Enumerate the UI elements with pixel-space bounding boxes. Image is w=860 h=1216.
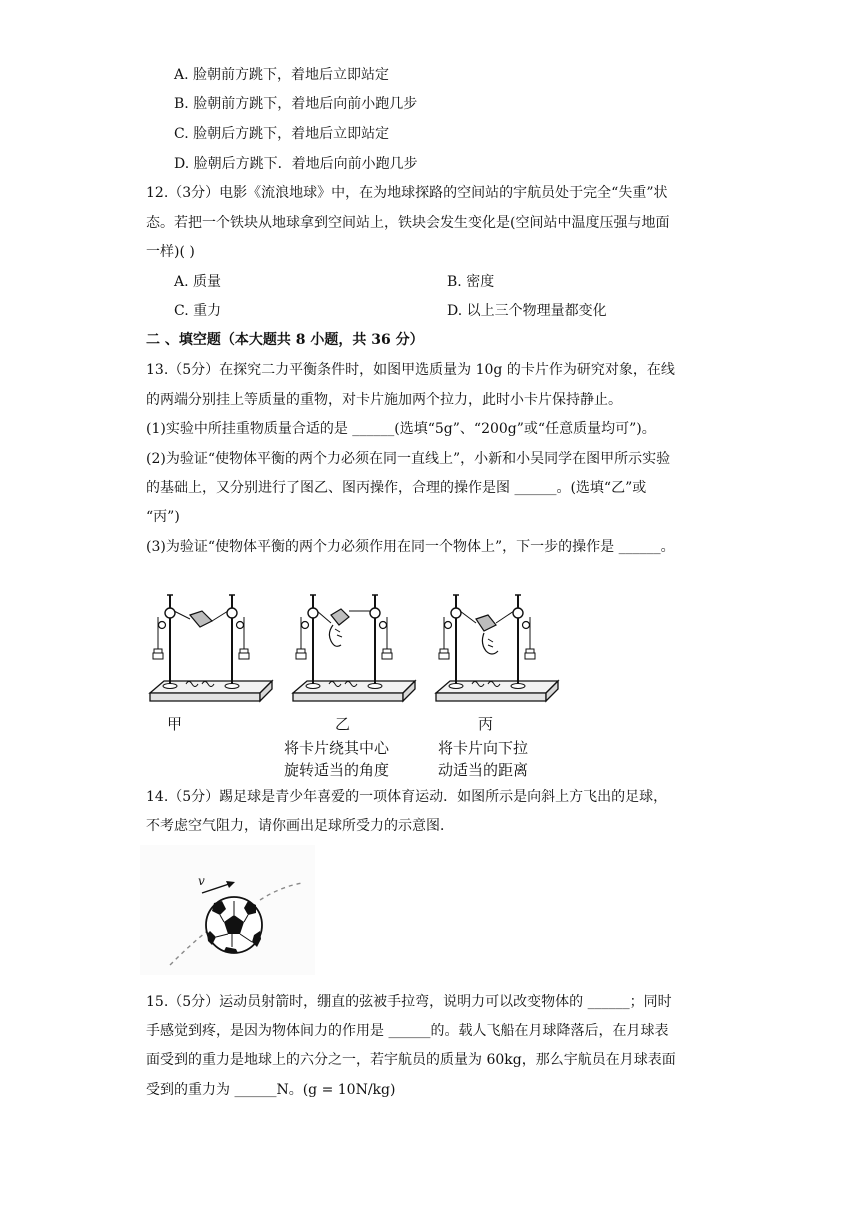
q12-option-a: A. 质量: [174, 274, 222, 290]
q14-line-1: 14.（5分）踢足球是青少年喜爱的一项体育运动．如图所示是向斜上方飞出的足球，: [146, 789, 668, 805]
q12-option-d: D. 以上三个物理量都变化: [447, 303, 607, 319]
figure-caption-yi-line-1: 将卡片绕其中心: [284, 739, 390, 757]
figure-yi-apparatus: [293, 595, 415, 701]
q13-line-7: (3)为验证“使物体平衡的两个力必须作用在同一个物体上”，下一步的操作是 ______。: [146, 539, 675, 555]
figure-label-yi: 乙: [335, 715, 351, 733]
q11-option-d: D. 脸朝后方跳下．着地后向前小跑几步: [174, 156, 418, 172]
q15-line-4: 受到的重力为 ______N。(g = 10N/kg): [146, 1082, 396, 1098]
q15-line-1: 15.（5分）运动员射箭时，绷直的弦被手拉弯，说明力可以改变物体的 ______；同时: [146, 994, 672, 1010]
figure-label-bing: 丙: [478, 715, 494, 733]
figure-bing-apparatus: [436, 595, 558, 701]
q11-option-b: B. 脸朝前方跳下，着地后向前小跑几步: [174, 96, 418, 112]
q13-line-6: “丙”): [146, 509, 180, 525]
figure-caption-bing-line-1: 将卡片向下拉: [438, 739, 529, 757]
q11-option-a: A. 脸朝前方跳下，着地后立即站定: [174, 67, 390, 83]
q15-line-3: 面受到的重力是地球上的六分之一，若宇航员的质量为 60kg，那么宇航员在月球表面: [146, 1052, 676, 1068]
q13-apparatus-figure: [140, 585, 560, 725]
q12-option-b: B. 密度: [447, 274, 495, 290]
q13-line-5: 的基础上，又分别进行了图乙、图丙操作，合理的操作是图 ______。(选填“乙”或: [146, 480, 647, 496]
q14-soccer-ball-figure: [140, 845, 315, 975]
section-heading-fill-in: 二 、填空题（本大题共 8 小题，共 36 分）: [146, 332, 424, 348]
figure-jia-apparatus: [150, 595, 272, 701]
q12-line-3: 一样)( ): [146, 244, 195, 260]
figure-caption-yi-line-2: 旋转适当的角度: [284, 761, 390, 779]
q15-line-2: 手感觉到疼，是因为物体间力的作用是 ______的。载人飞船在月球降落后，在月球表: [146, 1023, 669, 1039]
q12-line-2: 态。若把一个铁块从地球拿到空间站上，铁块会发生变化是(空间站中温度压强与地面: [146, 215, 670, 231]
q14-line-2: 不考虑空气阻力，请你画出足球所受力的示意图．: [146, 818, 454, 834]
figure-label-jia: 甲: [167, 715, 183, 733]
q13-line-3: (1)实验中所挂重物质量合适的是 ______(选填“5g”、“200g”或“任意质量均可”)。: [146, 421, 656, 437]
q12-line-1: 12.（3分）电影《流浪地球》中，在为地球探路的空间站的宇航员处于完全“失重”状: [146, 185, 668, 201]
q13-line-4: (2)为验证“使物体平衡的两个力必须在同一直线上”，小新和小吴同学在图甲所示实验: [146, 451, 671, 467]
q11-option-c: C. 脸朝后方跳下，着地后立即站定: [174, 126, 390, 142]
figure-caption-bing-line-2: 动适当的距离: [438, 761, 529, 779]
soccer-ball-icon: [206, 897, 262, 953]
q12-option-c: C. 重力: [174, 303, 222, 319]
velocity-label: v: [198, 874, 205, 888]
q13-line-2: 的两端分别挂上等质量的重物，对卡片施加两个拉力，此时小卡片保持静止。: [146, 392, 622, 408]
q13-line-1: 13.（5分）在探究二力平衡条件时，如图甲选质量为 10g 的卡片作为研究对象，在线: [146, 362, 675, 378]
